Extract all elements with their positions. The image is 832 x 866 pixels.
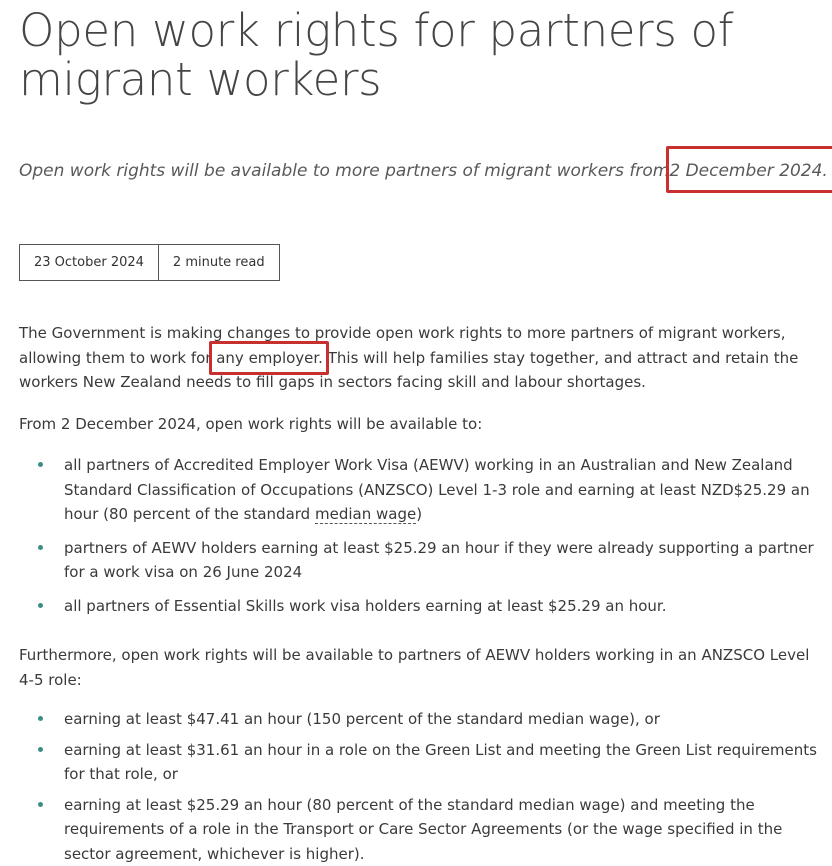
list-item [19,793,819,866]
article-summary [19,158,828,184]
meta-date: 23 October 2024 [34,255,144,270]
list-item [19,453,819,527]
intro-text-continued: This will help families stay together, and attract and retain the workers New Zealand needs to fill gaps in sectors facing skill and labour shortages. [19,348,799,391]
list-item-text: all partners of Essential Skills work visa holders earning at least $25.29 an hour. [64,596,667,615]
list-item [19,707,819,732]
list-item-text: earning at least $25.29 an hour (80 percent of the standard median wage) and meeting the requirements of a role in the Transport or Care Sector Agreements (or the wage specified in the sector agreement, whichever is higher). [64,795,783,863]
bullet-icon [38,802,43,807]
list-item [19,738,819,787]
employer-highlight [216,346,323,371]
bullet-icon [38,716,43,721]
list-item [19,594,819,619]
meta-read-time: 2 minute read [158,245,279,280]
from-date-paragraph: From 2 December 2024, open work rights will be available to: [19,415,483,433]
bullet-icon [38,545,43,550]
summary-highlight-text: 2 December 2024. [669,161,828,181]
highlight-box [209,341,329,376]
eligibility-list [19,453,819,618]
employer-highlight-text: any employer. [216,348,323,367]
bullet-icon [38,747,43,752]
list-item-text-end: ) [416,505,423,523]
intro-paragraph [19,321,819,395]
summary-text: Open work rights will be available to more partners of migrant workers from [19,161,670,181]
list-item-text: all partners of Accredited Employer Work Visa (AEWV) working in an Australian and New Zealand Standard Classification of Occupations (ANZSCO) Level 1-3 role and earning at least NZD$25.29 an hour (80 percent of the standard [64,456,810,523]
median-wage-link[interactable]: median wage [314,505,417,523]
list-item-text: earning at least $47.41 an hour (150 percent of the standard median wage), or [64,710,660,728]
article-meta [19,244,280,281]
level-4-5-paragraph: Furthermore, open work rights will be available to partners of AEWV holders working in an ANZSCO Level 4-5 role: [19,646,810,689]
page-title: Open work rights for partners of migrant workers [19,4,734,106]
intro-text: The Government is making changes to provide open work rights to more partners of migrant workers, allowing them to work for [19,324,786,367]
list-item [19,536,819,585]
level-4-5-list [19,707,819,866]
bullet-icon [38,603,43,608]
highlight-box [666,146,832,193]
list-item-text: earning at least $31.61 an hour in a role on the Green List and meeting the Green List requirements for that role, or [64,740,817,783]
bullet-icon [38,462,43,467]
summary-highlight [669,158,827,184]
list-item-text: partners of AEWV holders earning at least $25.29 an hour if they were already supporting a partner for a work visa on 26 June 2024 [64,538,814,581]
